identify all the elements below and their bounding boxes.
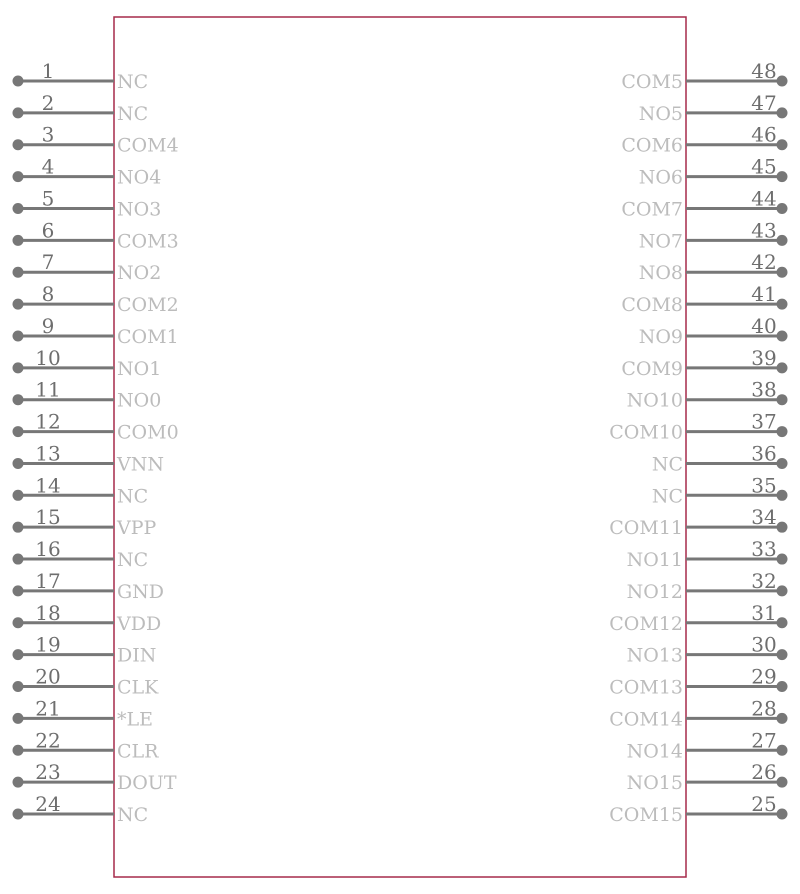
pin-endpoint-dot	[13, 171, 24, 182]
pin-endpoint-dot	[777, 458, 788, 469]
pin-34	[609, 505, 787, 539]
pin-46	[621, 123, 787, 157]
pin-name: COM3	[117, 230, 179, 253]
pin-7	[13, 250, 162, 284]
pin-endpoint-dot	[13, 458, 24, 469]
pin-endpoint-dot	[777, 107, 788, 118]
pin-name: DIN	[117, 644, 157, 667]
pin-endpoint-dot	[777, 235, 788, 246]
pin-number: 43	[751, 218, 777, 243]
pin-name: NO9	[638, 325, 683, 348]
pin-number: 40	[751, 313, 777, 338]
pin-name: COM8	[621, 294, 683, 317]
pin-number: 32	[751, 568, 777, 593]
pin-endpoint-dot	[13, 394, 24, 405]
pin-30	[627, 633, 788, 667]
pin-name: VPP	[117, 517, 157, 540]
pin-name: NO6	[638, 166, 683, 189]
pin-number: 47	[751, 90, 777, 115]
pin-endpoint-dot	[777, 203, 788, 214]
pin-number: 28	[751, 696, 777, 721]
pin-endpoint-dot	[13, 681, 24, 692]
pin-number: 37	[751, 409, 777, 434]
pin-43	[639, 218, 788, 252]
pin-35	[652, 473, 788, 507]
pin-48	[621, 59, 787, 93]
pin-number: 5	[41, 186, 55, 211]
pin-endpoint-dot	[777, 617, 788, 628]
pin-endpoint-dot	[13, 649, 24, 660]
pin-3	[13, 123, 179, 157]
pin-36	[652, 441, 788, 475]
pin-endpoint-dot	[777, 585, 788, 596]
pin-name: NC	[117, 102, 149, 125]
pin-endpoint-dot	[777, 777, 788, 788]
pin-name: NO14	[626, 740, 683, 763]
pin-name: NC	[651, 485, 683, 508]
pin-number: 29	[751, 664, 777, 689]
pin-2	[13, 91, 149, 125]
pin-number: 13	[35, 441, 61, 466]
pin-44	[621, 186, 787, 220]
pin-24	[13, 792, 149, 826]
pin-name: DOUT	[117, 772, 177, 795]
pin-47	[639, 91, 788, 125]
pin-endpoint-dot	[777, 394, 788, 405]
pin-number: 4	[41, 154, 55, 179]
pin-name: NO7	[638, 230, 683, 253]
pin-22	[13, 728, 160, 762]
pin-number: 20	[35, 664, 61, 689]
pin-endpoint-dot	[13, 490, 24, 501]
pin-endpoint-dot	[777, 299, 788, 310]
pin-name: NC	[117, 485, 149, 508]
left-pin-group	[13, 59, 179, 826]
pin-endpoint-dot	[13, 554, 24, 565]
pin-9	[13, 314, 179, 348]
pin-name: CLK	[117, 676, 159, 699]
pin-number: 36	[751, 441, 777, 466]
pin-23	[13, 760, 177, 794]
pin-number: 30	[751, 632, 777, 657]
pin-name: NC	[651, 453, 683, 476]
pin-number: 2	[41, 90, 55, 115]
pin-endpoint-dot	[777, 426, 788, 437]
pin-name: NC	[117, 549, 149, 572]
pin-name: VNN	[117, 453, 164, 476]
pin-27	[627, 728, 788, 762]
pin-name: COM9	[621, 357, 683, 380]
pin-8	[13, 282, 179, 316]
pin-4	[13, 155, 162, 189]
component-body	[114, 17, 686, 877]
pin-name: VDD	[117, 612, 162, 635]
pin-number: 15	[35, 505, 61, 530]
pin-12	[13, 410, 179, 444]
pin-number: 7	[41, 250, 55, 275]
pin-16	[13, 537, 149, 571]
pin-number: 48	[751, 59, 777, 83]
pin-name: NO10	[626, 389, 683, 412]
right-pin-group	[609, 59, 787, 826]
pin-number: 38	[751, 377, 777, 402]
pin-number: 31	[751, 600, 777, 625]
pin-name: NO2	[117, 262, 162, 285]
pin-number: 17	[35, 568, 61, 593]
pin-number: 46	[751, 122, 777, 147]
pin-number: 14	[35, 473, 61, 498]
pin-name: COM13	[609, 676, 683, 699]
pin-endpoint-dot	[777, 649, 788, 660]
pin-name: COM12	[609, 612, 683, 635]
pin-number: 27	[751, 728, 777, 753]
pin-number: 24	[35, 792, 61, 817]
pin-45	[639, 155, 788, 189]
pin-name: COM7	[621, 198, 683, 221]
pin-name: NO15	[626, 772, 683, 795]
pin-endpoint-dot	[13, 235, 24, 246]
pin-11	[13, 378, 162, 412]
pin-name: COM14	[609, 708, 683, 731]
pin-number: 33	[751, 537, 777, 562]
pin-number: 21	[35, 696, 61, 721]
pin-endpoint-dot	[777, 76, 788, 87]
pin-number: 12	[35, 409, 61, 434]
pin-19	[13, 633, 157, 667]
pin-number: 11	[35, 377, 61, 402]
pin-13	[13, 441, 164, 475]
pin-number: 9	[41, 313, 55, 338]
pin-endpoint-dot	[777, 809, 788, 820]
pin-20	[13, 665, 160, 699]
pin-29	[609, 665, 787, 699]
pin-endpoint-dot	[777, 554, 788, 565]
pin-endpoint-dot	[13, 617, 24, 628]
pin-name: COM15	[609, 804, 683, 827]
pin-21	[13, 696, 154, 730]
pin-endpoint-dot	[13, 139, 24, 150]
pin-number: 1	[41, 59, 55, 83]
pin-32	[627, 569, 788, 603]
pin-endpoint-dot	[777, 522, 788, 533]
pin-17	[13, 569, 165, 603]
pin-1	[13, 59, 149, 93]
pin-26	[627, 760, 788, 794]
pin-number: 23	[35, 760, 61, 785]
pin-name: CLR	[117, 740, 159, 763]
pin-endpoint-dot	[13, 426, 24, 437]
pin-number: 6	[41, 218, 55, 243]
pin-endpoint-dot	[13, 362, 24, 373]
pin-39	[621, 346, 787, 380]
pin-endpoint-dot	[777, 713, 788, 724]
pin-number: 16	[35, 537, 61, 562]
pin-name: NO12	[626, 580, 683, 603]
pin-number: 22	[35, 728, 61, 753]
pin-endpoint-dot	[777, 745, 788, 756]
pin-name: COM4	[117, 134, 179, 157]
pin-name: COM2	[117, 294, 179, 317]
pin-endpoint-dot	[13, 107, 24, 118]
pin-14	[13, 473, 149, 507]
pin-endpoint-dot	[777, 681, 788, 692]
pin-28	[609, 696, 787, 730]
pin-number: 10	[35, 345, 61, 370]
pin-name: NO3	[117, 198, 162, 221]
pin-number: 18	[35, 600, 61, 625]
pin-name: COM6	[621, 134, 683, 157]
pin-name: NO4	[117, 166, 162, 189]
pin-endpoint-dot	[777, 490, 788, 501]
pin-name: NO8	[638, 262, 683, 285]
pin-name: COM11	[609, 517, 683, 540]
pin-number: 34	[751, 505, 777, 530]
pin-31	[609, 601, 787, 635]
pin-40	[639, 314, 788, 348]
pin-38	[627, 378, 788, 412]
pin-endpoint-dot	[13, 522, 24, 533]
pin-name: NO5	[638, 102, 683, 125]
pin-endpoint-dot	[777, 267, 788, 278]
pin-number: 39	[751, 345, 777, 370]
pin-name: NC	[117, 71, 149, 93]
pin-endpoint-dot	[13, 713, 24, 724]
pin-name: COM5	[621, 71, 683, 93]
pin-6	[13, 218, 179, 252]
pin-10	[13, 346, 162, 380]
pin-5	[13, 186, 162, 220]
pin-name: COM10	[609, 421, 683, 444]
pin-number: 42	[751, 250, 777, 275]
pin-endpoint-dot	[777, 139, 788, 150]
pin-endpoint-dot	[777, 330, 788, 341]
pin-endpoint-dot	[13, 809, 24, 820]
pin-endpoint-dot	[13, 585, 24, 596]
pin-endpoint-dot	[777, 362, 788, 373]
pin-number: 26	[751, 760, 777, 785]
pin-endpoint-dot	[777, 171, 788, 182]
pin-endpoint-dot	[13, 267, 24, 278]
pin-name: NO1	[117, 357, 162, 380]
pin-name: *LE	[117, 708, 153, 731]
pin-endpoint-dot	[13, 299, 24, 310]
pin-number: 19	[35, 632, 61, 657]
pin-name: NO13	[626, 644, 683, 667]
pin-number: 44	[751, 186, 777, 211]
pin-name: COM0	[117, 421, 179, 444]
pin-name: NO0	[117, 389, 162, 412]
pin-endpoint-dot	[13, 76, 24, 87]
pin-name: NO11	[626, 549, 683, 572]
pin-25	[609, 792, 787, 826]
pin-41	[621, 282, 787, 316]
pin-number: 3	[41, 122, 55, 147]
pin-name: GND	[117, 580, 165, 603]
pin-33	[627, 537, 788, 571]
pin-number: 35	[751, 473, 777, 498]
pin-number: 25	[751, 792, 777, 817]
pin-37	[609, 410, 787, 444]
pin-name: COM1	[117, 325, 179, 348]
pin-endpoint-dot	[13, 777, 24, 788]
pin-number: 8	[41, 282, 55, 307]
pin-number: 45	[751, 154, 777, 179]
pin-name: NC	[117, 804, 149, 827]
pin-endpoint-dot	[13, 203, 24, 214]
pin-endpoint-dot	[13, 330, 24, 341]
pin-number: 41	[751, 282, 777, 307]
pin-15	[13, 505, 157, 539]
pin-18	[13, 601, 162, 635]
pin-endpoint-dot	[13, 745, 24, 756]
pin-42	[639, 250, 788, 284]
